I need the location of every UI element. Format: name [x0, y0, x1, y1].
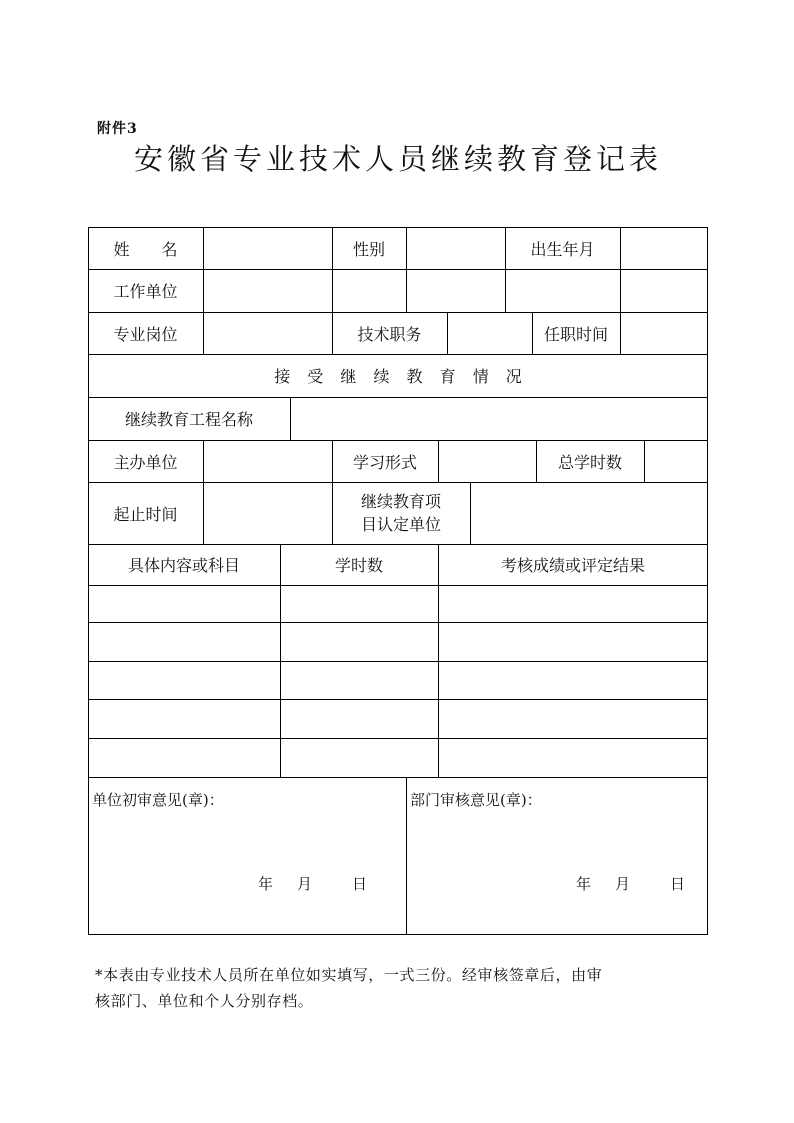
unit-date-year: 年	[258, 874, 274, 893]
appoint-time-field[interactable]	[621, 312, 707, 354]
dept-opinion-label: 部门审核意见(章)：	[410, 790, 542, 809]
period-field[interactable]	[204, 482, 332, 544]
table-border-bottom	[88, 934, 708, 935]
position-field[interactable]	[204, 312, 332, 354]
dept-date-month: 月	[615, 874, 631, 893]
unit-date-day: 日	[352, 874, 368, 893]
footnote-line1: *本表由专业技术人员所在单位如实填写，一式三份。经审核签章后，由审	[95, 966, 603, 984]
work-unit-label: 工作单位	[113, 282, 178, 301]
table-row[interactable]	[89, 586, 707, 622]
name-field[interactable]	[204, 227, 332, 269]
footnote-line2: 核部门、单位和个人分别存档。	[95, 992, 314, 1010]
accredit-label	[332, 482, 470, 544]
dept-opinion-date	[576, 872, 685, 894]
dept-date-day: 日	[670, 874, 686, 893]
accredit-label-line1: 继续教育项	[360, 492, 441, 511]
study-form-field[interactable]	[439, 440, 536, 482]
table-row[interactable]	[89, 662, 707, 699]
name-label: 姓 名	[113, 239, 178, 259]
attachment-label: 附件3	[97, 121, 138, 137]
study-form-label: 学习形式	[352, 452, 417, 472]
section-heading: 接 受 继 续 教 育 情 况	[274, 367, 522, 386]
accredit-field[interactable]	[471, 482, 707, 544]
birth-field[interactable]	[621, 227, 707, 269]
unit-opinion-label: 单位初审意见(章)：	[92, 790, 224, 809]
table-row[interactable]	[89, 700, 707, 738]
tech-title-label: 技术职务	[357, 324, 422, 344]
period-label: 起止时间	[113, 504, 178, 524]
col-header-content: 具体内容或科目	[127, 556, 240, 575]
col-header-result: 考核成绩或评定结果	[500, 556, 645, 575]
table-row[interactable]	[89, 623, 707, 661]
total-hours-label: 总学时数	[557, 452, 622, 472]
project-name-label: 继续教育工程名称	[124, 410, 253, 429]
work-unit-field[interactable]	[204, 269, 707, 312]
col-header-hours: 学时数	[334, 556, 383, 575]
row-rule	[88, 777, 708, 778]
tech-title-field[interactable]	[448, 312, 532, 354]
col-rule	[406, 777, 407, 934]
table-row[interactable]	[89, 739, 707, 777]
gender-field[interactable]	[407, 227, 505, 269]
organizer-label: 主办单位	[113, 452, 178, 472]
birth-label: 出生年月	[530, 239, 595, 259]
dept-date-year: 年	[576, 874, 592, 893]
form-title: 安徽省专业技术人员继续教育登记表	[133, 142, 662, 176]
appoint-time-label: 任职时间	[543, 324, 608, 344]
unit-date-month: 月	[297, 874, 313, 893]
project-name-field[interactable]	[291, 397, 707, 440]
total-hours-field[interactable]	[645, 440, 707, 482]
unit-opinion-date	[258, 872, 367, 894]
gender-label: 性别	[352, 239, 385, 259]
organizer-field[interactable]	[204, 440, 332, 482]
position-label: 专业岗位	[113, 324, 178, 344]
footnote	[95, 962, 725, 1014]
accredit-label-line2: 目认定单位	[360, 515, 441, 534]
